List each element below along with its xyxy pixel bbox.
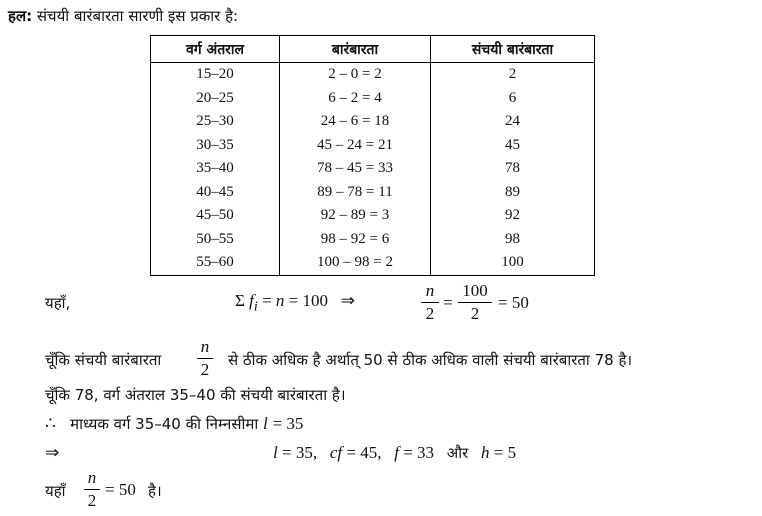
equals-sign: =	[443, 293, 453, 312]
cell-frequency: 6 – 2 = 4	[280, 87, 431, 111]
fraction-denominator: 2	[425, 304, 435, 323]
fraction-numerator: n	[87, 468, 97, 487]
header-class-interval: वर्ग अंतराल	[151, 36, 280, 63]
n-variable: n	[275, 291, 285, 310]
cell-interval: 15–20	[151, 63, 280, 87]
table-row	[151, 87, 595, 111]
cf-value: = 45,	[346, 443, 382, 462]
table-row	[151, 134, 595, 158]
implies-symbol: ⇒	[340, 291, 356, 310]
cell-cumulative: 92	[431, 204, 595, 228]
l-value: = 35,	[281, 443, 318, 462]
cell-frequency: 89 – 78 = 11	[280, 181, 431, 205]
therefore-line	[45, 414, 303, 434]
cell-frequency: 24 – 6 = 18	[280, 110, 431, 134]
table-row	[151, 228, 595, 252]
n-over-2-fraction	[84, 468, 100, 511]
cell-cumulative: 98	[431, 228, 595, 252]
f-variable: f	[394, 443, 399, 462]
cf-variable: cf	[329, 443, 343, 462]
h-value: = 5	[493, 443, 517, 462]
fraction-denominator: 2	[200, 360, 210, 379]
solution-label: हल:	[8, 7, 33, 25]
solution-intro: संचयी बारंबारता सारणी इस प्रकार है:	[36, 7, 239, 25]
cell-interval: 55–60	[151, 251, 280, 275]
solution-heading	[8, 6, 238, 26]
fraction-bar	[84, 489, 100, 490]
cell-interval: 20–25	[151, 87, 280, 111]
f-variable: f	[249, 291, 254, 310]
therefore-text: माध्यक वर्ग 35–40 की निम्नसीमा	[70, 415, 259, 433]
fraction-numerator: n	[425, 281, 435, 300]
fraction-bar	[458, 302, 492, 303]
equals-sign: =	[262, 291, 272, 310]
l-variable: l	[263, 414, 268, 433]
cell-cumulative: 89	[431, 181, 595, 205]
f-value: = 33	[403, 443, 435, 462]
h-variable: h	[481, 443, 490, 462]
header-cumulative-frequency: संचयी बारंबारता	[431, 36, 595, 63]
header-frequency: बारंबारता	[280, 36, 431, 63]
cell-frequency: 78 – 45 = 33	[280, 157, 431, 181]
cell-cumulative: 2	[431, 63, 595, 87]
fraction-numerator: 100	[462, 281, 488, 300]
cell-interval: 25–30	[151, 110, 280, 134]
here-label: यहाँ,	[45, 294, 71, 312]
cell-cumulative: 100	[431, 251, 595, 275]
median-parameters	[273, 443, 516, 463]
therefore-symbol: ∴	[45, 414, 56, 433]
cumulative-frequency-table	[150, 35, 595, 276]
cell-interval: 40–45	[151, 181, 280, 205]
last-tail: है।	[148, 482, 162, 500]
implies-symbol: ⇒	[45, 443, 60, 462]
l-variable: l	[273, 443, 278, 462]
cell-frequency: 92 – 89 = 3	[280, 204, 431, 228]
lower-limit-value: = 35	[272, 414, 304, 433]
and-word: और	[446, 444, 469, 462]
cell-interval: 30–35	[151, 134, 280, 158]
last-value: = 50	[105, 480, 136, 499]
hundred-over-2-fraction	[458, 281, 492, 324]
fraction-denominator: 2	[87, 491, 97, 510]
table-row	[151, 157, 595, 181]
fraction-bar	[421, 302, 439, 303]
table-row	[151, 251, 595, 275]
cell-interval: 50–55	[151, 228, 280, 252]
cell-cumulative: 45	[431, 134, 595, 158]
since-line-2: चूँकि 78, वर्ग अंतराल 35–40 की संचयी बारंबारता है।	[45, 386, 346, 404]
cell-frequency: 98 – 92 = 6	[280, 228, 431, 252]
n-over-2-fraction	[197, 337, 213, 380]
cell-interval: 45–50	[151, 204, 280, 228]
cell-frequency: 100 – 98 = 2	[280, 251, 431, 275]
cell-cumulative: 78	[431, 157, 595, 181]
fraction-numerator: n	[200, 337, 210, 356]
cell-interval: 35–40	[151, 157, 280, 181]
cell-cumulative: 6	[431, 87, 595, 111]
table-row	[151, 204, 595, 228]
sum-equation	[235, 291, 355, 315]
since-text-a: चूँकि संचयी बारंबारता	[45, 351, 162, 369]
sigma-symbol: Σ	[235, 291, 245, 310]
since-text-b: से ठीक अधिक है अर्थात् 50 से ठीक अधिक वाली संचयी बारंबारता 78 है।	[228, 351, 633, 369]
table-header-row	[151, 36, 595, 63]
total-value: = 100	[288, 291, 329, 310]
last-here-label: यहाँ	[45, 482, 66, 500]
table-row	[151, 110, 595, 134]
fraction-bar	[197, 358, 213, 359]
n-over-2-fraction	[421, 281, 439, 324]
cell-frequency: 45 – 24 = 21	[280, 134, 431, 158]
cell-frequency: 2 – 0 = 2	[280, 63, 431, 87]
median-position-result: = 50	[498, 293, 529, 312]
i-subscript: i	[253, 298, 258, 315]
cell-cumulative: 24	[431, 110, 595, 134]
fraction-denominator: 2	[470, 304, 480, 323]
table-row	[151, 63, 595, 87]
table-row	[151, 181, 595, 205]
